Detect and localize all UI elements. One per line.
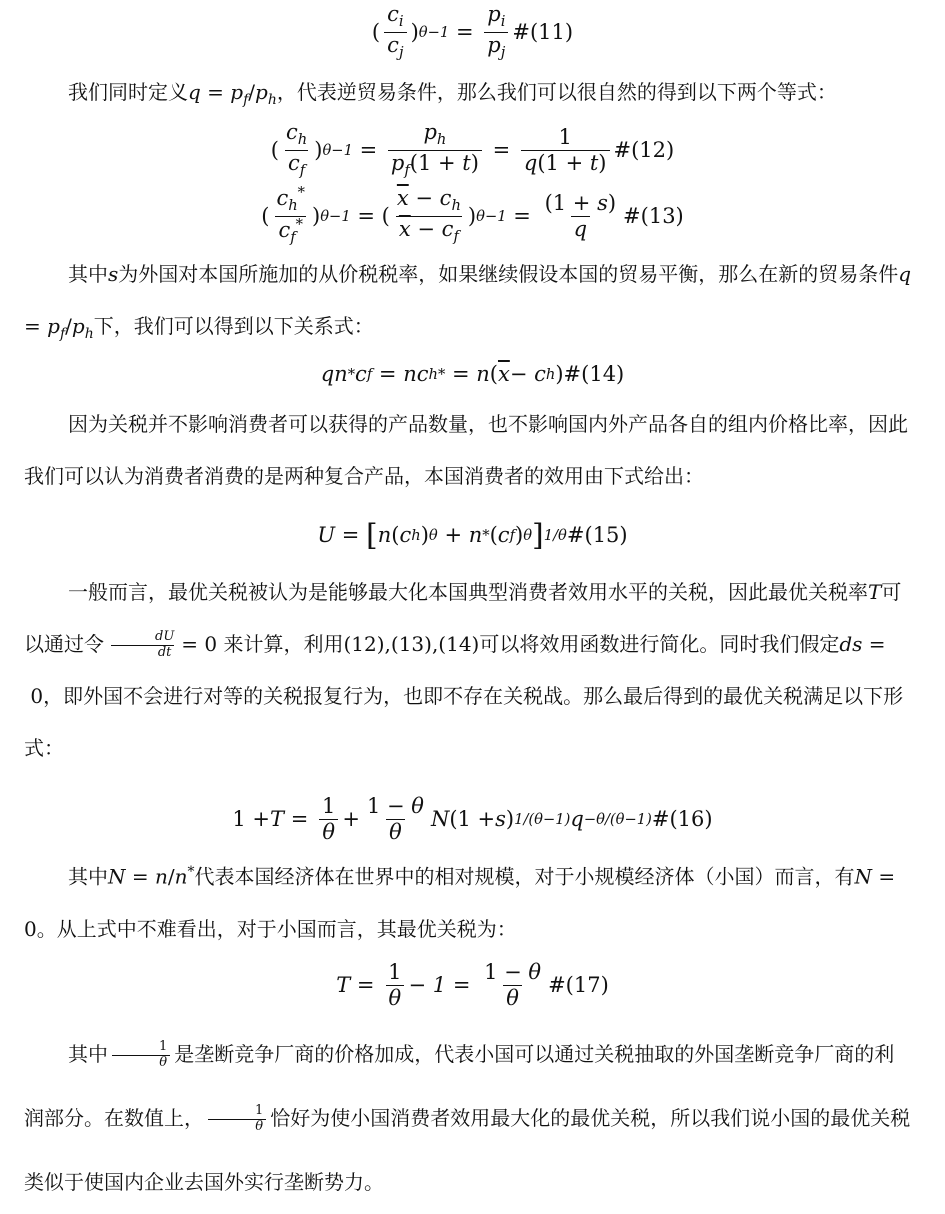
text-run: 恰好为使小国消费者效用最大化的最优关税，所以我们说小国的最优关税类似于使国内企业去国外实行垄断势力。 — [24, 1106, 911, 1194]
text-run: 其中 — [68, 864, 108, 889]
equation-11: ( $\frac{c_i}{c_j}$ ) θ−1 = $\frac{p_i}{p_j}$ #(11) — [371, 2, 574, 61]
paragraph-6: 其中 $\frac{1}{\theta}$ 是垄断竞争厂商的价格加成，代表小国可以通过关税抽取的外国垄断竞争厂商的利润部分。在数值上， $\frac{1}{\theta}$ 恰好为使小国消费者效用最大化的最优关税，所以我们说小国的最优关税类似于使国内企业去国外实行垄断势力。 — [24, 1039, 911, 1194]
text-run: 可以将效用函数进行简化。同时我们假定 — [479, 632, 840, 656]
equation-14: qn * c f = nc h * = n ( $\overline{x}$ − c h ) #(14) — [320, 362, 625, 386]
text-run: 一般而言，最优关税被认为是能够最大化本国典型消费者效用水平的关税，因此最优关税率 — [68, 580, 868, 604]
paragraph-3: 因为关税并不影响消费者可以获得的产品数量，也不影响国内外产品各自的组内价格比率，因此我们可以认为消费者消费的是两种复合产品，本国消费者的效用由下式给出： — [24, 412, 908, 488]
equation-tag: #(17) — [548, 973, 609, 997]
equation-12: ( $\frac{c_h}{c_f}$ ) θ−1 = $\frac{p_h}{p_f(1 + t)}$ = $\frac{1}{q(1 + t)}$ #(12) — [270, 120, 675, 179]
equation-13: ( $\frac{c_h^*}{c_f^*}$ ) θ−1 = ( $\frac{\overline{x} - c_h}{\overline{x} - c_f}$ ) θ−1 = $\frac{(1 + s)}{q}$ #(13) — [261, 184, 684, 246]
equation-16: 1 + T = $\frac{1}{\theta}$ + $\frac{1 - \theta}{\theta}$ N (1 + s ) 1/(θ−1) q −θ/(θ−1) #(16) — [232, 794, 713, 844]
equation-15: U = [ n ( c h ) θ + n * ( c f ) θ ] 1/θ #(15) — [317, 517, 628, 553]
equation-tag: #(16) — [651, 807, 713, 831]
equation-tag: #(13) — [623, 204, 684, 228]
text-run: 下，我们可以得到以下关系式： — [93, 314, 374, 338]
text-run: 其中 — [68, 1042, 108, 1066]
text-run: ，代表逆贸易条件，那么我们可以很自然的得到以下两个等式： — [276, 80, 837, 104]
text-run: 。从上式中不难看出，对于小国而言，其最优关税为： — [36, 916, 517, 941]
paragraph-1: 我们同时定义$q = p_f/p_h$，代表逆贸易条件，那么我们可以很自然的得到以下两个等式： — [68, 80, 837, 108]
text-run: 可以通过令 — [24, 580, 902, 656]
equation-tag: #(14) — [563, 362, 625, 386]
equation-tag: #(11) — [512, 20, 574, 44]
text-run: ，即外国不会进行对等的关税报复行为，也即不存在关税战。那么最后得到的最优关税满足以下形式： — [24, 684, 904, 760]
text-run: 其中 — [68, 262, 108, 286]
text-run: 代表本国经济体在世界中的相对规模，对于小规模经济体（小国）而言，有 — [194, 864, 855, 889]
text-run: 为外国对本国所施加的从价税税率，如果继续假设本国的贸易平衡，那么在新的贸易条件 — [118, 262, 899, 286]
equation-tag: #(15) — [566, 523, 628, 547]
paragraph-4: 一般而言，最优关税被认为是能够最大化本国典型消费者效用水平的关税，因此最优关税率T可以通过令 $\frac{dU}{dt}$ = 0 来计算，利用(12),(13),(14)可以将效用函数进行简化。同时我们假定ds = 0，即外国不会进行对等的关税报复行为，也即不存在关税战。那么最后得到的最优关税满足以下形式： — [24, 580, 904, 760]
text-run: 我们同时定义 — [68, 80, 188, 104]
equation-17: T = $\frac{1}{\theta}$ − 1 = $\frac{1 - \theta}{\theta}$ #(17) — [336, 960, 609, 1010]
text-run: 是垄断竞争厂商的价格加成，代表小国可以通过关税抽取的外国垄断竞争厂商的利润部分。在数值上， — [24, 1042, 895, 1130]
text-run: 来计算，利用 — [223, 632, 344, 656]
equation-tag: #(12) — [613, 138, 675, 162]
paragraph-2: 其中s为外国对本国所施加的从价税税率，如果继续假设本国的贸易平衡，那么在新的贸易条件$q = p_f/p_h$下，我们可以得到以下关系式： — [24, 262, 912, 342]
paragraph-5: 其中N = n/n*代表本国经济体在世界中的相对规模，对于小规模经济体（小国）而言，有N = 0。从上式中不难看出，对于小国而言，其最优关税为： — [24, 864, 896, 941]
